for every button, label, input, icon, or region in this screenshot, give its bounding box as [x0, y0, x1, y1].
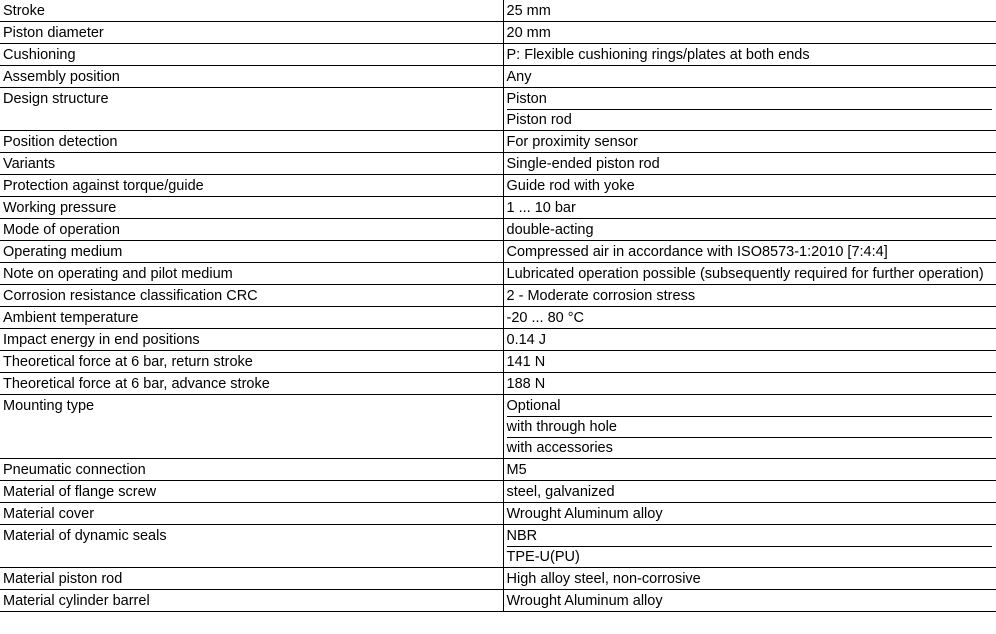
spec-value: Wrought Aluminum alloy	[506, 506, 663, 522]
spec-label: Mode of operation	[0, 219, 503, 241]
spec-label: Material of dynamic seals	[0, 525, 503, 568]
spec-label: Material cylinder barrel	[0, 590, 503, 612]
spec-value: High alloy steel, non-corrosive	[506, 571, 701, 587]
spec-label: Impact energy in end positions	[0, 329, 503, 351]
spec-label: Theoretical force at 6 bar, advance stroke	[0, 373, 503, 395]
spec-label: Variants	[0, 153, 503, 175]
spec-row	[0, 481, 996, 503]
spec-label: Mounting type	[0, 395, 503, 459]
spec-row	[0, 329, 996, 351]
spec-row	[0, 568, 996, 590]
spec-value-cell	[503, 0, 996, 22]
spec-value-cell	[503, 175, 996, 197]
spec-value-cell	[503, 481, 996, 503]
spec-value: Guide rod with yoke	[506, 178, 635, 194]
spec-value-cell	[503, 503, 996, 525]
spec-value-cell	[503, 66, 996, 88]
spec-value: with accessories	[507, 437, 993, 458]
spec-row	[0, 131, 996, 153]
spec-label: Working pressure	[0, 197, 503, 219]
spec-value-cell	[503, 285, 996, 307]
spec-row	[0, 175, 996, 197]
spec-value: Wrought Aluminum alloy	[506, 593, 663, 609]
spec-label: Protection against torque/guide	[0, 175, 503, 197]
spec-row	[0, 197, 996, 219]
spec-value: For proximity sensor	[506, 134, 638, 150]
spec-value: 0.14 J	[506, 332, 546, 348]
spec-row	[0, 590, 996, 612]
spec-label: Design structure	[0, 88, 503, 131]
spec-row	[0, 153, 996, 175]
spec-row	[0, 351, 996, 373]
spec-row	[0, 395, 996, 459]
spec-label: Position detection	[0, 131, 503, 153]
spec-value-cell	[503, 568, 996, 590]
spec-row	[0, 503, 996, 525]
spec-row	[0, 88, 996, 131]
spec-value-cell	[503, 131, 996, 153]
spec-row	[0, 285, 996, 307]
spec-value: P: Flexible cushioning rings/plates at both ends	[506, 47, 810, 63]
spec-label: Corrosion resistance classification CRC	[0, 285, 503, 307]
spec-row	[0, 459, 996, 481]
spec-label: Ambient temperature	[0, 307, 503, 329]
spec-value-cell	[503, 153, 996, 175]
spec-row	[0, 373, 996, 395]
spec-value: Any	[506, 69, 532, 85]
spec-value: Piston	[506, 91, 547, 107]
spec-label: Piston diameter	[0, 22, 503, 44]
spec-value-cell	[503, 459, 996, 481]
spec-value: 20 mm	[506, 25, 551, 41]
spec-label: Material piston rod	[0, 568, 503, 590]
spec-row	[0, 22, 996, 44]
spec-value-cell	[503, 373, 996, 395]
spec-row	[0, 263, 996, 285]
spec-value-cell	[503, 263, 996, 285]
spec-value: TPE-U(PU)	[507, 546, 993, 567]
spec-value-cell	[503, 22, 996, 44]
spec-value-cell	[503, 395, 996, 459]
spec-row	[0, 241, 996, 263]
spec-value: Lubricated operation possible (subsequently required for further operation)	[506, 266, 984, 282]
spec-label: Cushioning	[0, 44, 503, 66]
spec-value-cell	[503, 329, 996, 351]
spec-label: Theoretical force at 6 bar, return stroke	[0, 351, 503, 373]
spec-label: Pneumatic connection	[0, 459, 503, 481]
spec-value: Single-ended piston rod	[506, 156, 660, 172]
spec-value: Piston rod	[507, 109, 993, 130]
spec-row	[0, 525, 996, 568]
spec-value: 188 N	[506, 376, 546, 392]
spec-value: M5	[506, 462, 527, 478]
spec-value: NBR	[506, 528, 538, 544]
spec-value: steel, galvanized	[506, 484, 615, 500]
spec-value-cell	[503, 44, 996, 66]
spec-value: -20 ... 80 °C	[506, 310, 585, 326]
spec-row	[0, 44, 996, 66]
spec-value: with through hole	[507, 416, 993, 437]
spec-value: 141 N	[506, 354, 546, 370]
spec-value-cell	[503, 307, 996, 329]
spec-value: 2 - Moderate corrosion stress	[506, 288, 696, 304]
spec-label: Note on operating and pilot medium	[0, 263, 503, 285]
spec-value-cell	[503, 197, 996, 219]
spec-value-cell	[503, 351, 996, 373]
spec-value-cell	[503, 219, 996, 241]
spec-label: Assembly position	[0, 66, 503, 88]
spec-value-cell	[503, 241, 996, 263]
spec-label: Material cover	[0, 503, 503, 525]
spec-value-cell	[503, 590, 996, 612]
spec-row	[0, 307, 996, 329]
spec-label: Material of flange screw	[0, 481, 503, 503]
spec-row	[0, 66, 996, 88]
spec-value: 25 mm	[506, 3, 551, 19]
spec-value-cell	[503, 88, 996, 131]
spec-value: 1 ... 10 bar	[506, 200, 576, 216]
spec-value: Compressed air in accordance with ISO8573-1:2010 [7:4:4]	[506, 244, 888, 260]
spec-row	[0, 219, 996, 241]
spec-value: double-acting	[506, 222, 594, 238]
spec-label: Operating medium	[0, 241, 503, 263]
spec-value: Optional	[506, 398, 561, 414]
spec-row	[0, 0, 996, 22]
spec-label: Stroke	[0, 0, 503, 22]
spec-value-cell	[503, 525, 996, 568]
